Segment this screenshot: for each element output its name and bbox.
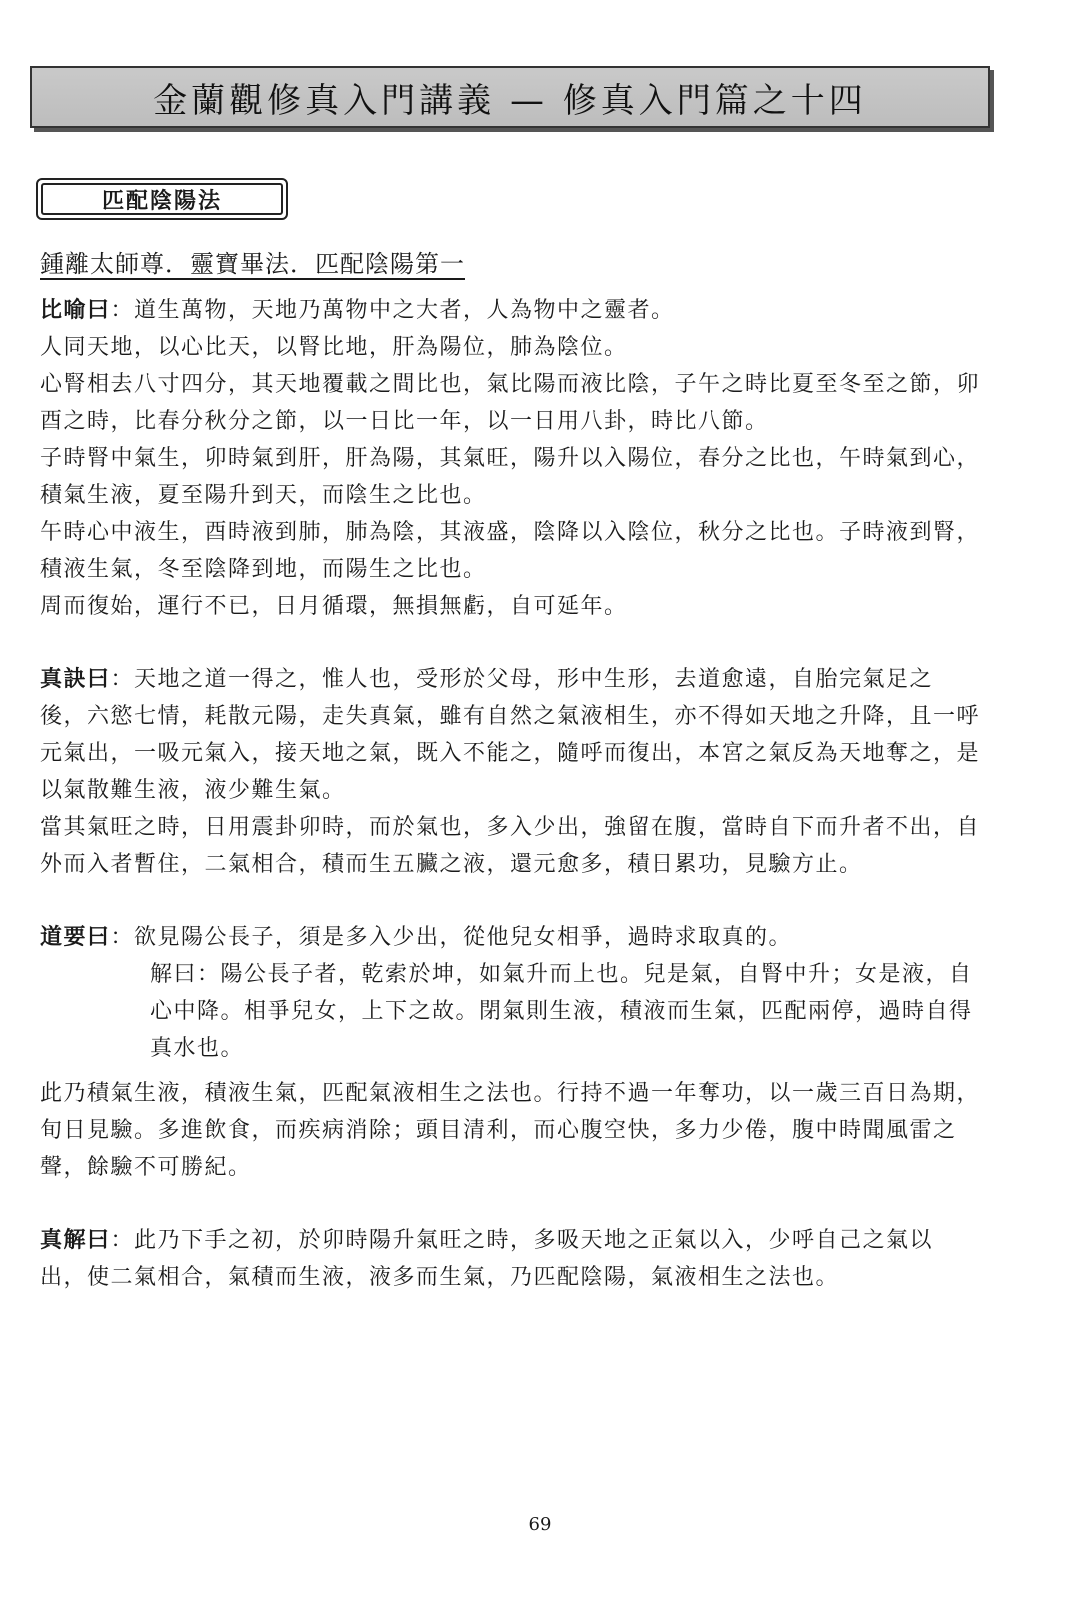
spacer bbox=[40, 1186, 980, 1222]
zhenjue-line-1: ：天地之道一得之，惟人也，受形於父母，形中生形，去道愈遠，自胎完氣足之後，六慾七情，耗散元陽，走失真氣，雖有自然之氣液相生，亦不得如天地之升降，且一呼元氣出，一吸元氣入，接天地之氣，既入不能之，隨呼而復出，本宮之氣反為天地奪之，是以氣散難生液，液少難生氣。 bbox=[40, 667, 981, 803]
biyu-line-3: 心腎相去八寸四分，其天地覆載之間比也，氣比陽而液比陰，子午之時比夏至冬至之節，卯酉之時，比春分秋分之節，以一日比一年，以一日用八卦，時比八節。 bbox=[40, 372, 981, 434]
chapter-banner bbox=[30, 66, 990, 128]
zhenjue-block bbox=[40, 661, 980, 883]
section-label: 匹配陰陽法 bbox=[101, 187, 222, 214]
daoyao-block bbox=[40, 919, 980, 1186]
spacer bbox=[40, 625, 980, 661]
paragraph bbox=[40, 919, 980, 956]
zhenjie-block bbox=[40, 1222, 980, 1296]
section-subtitle: 鍾離太師尊．靈寶畢法．匹配陰陽第一 bbox=[40, 250, 465, 278]
spacer bbox=[40, 883, 980, 919]
paragraph bbox=[40, 292, 980, 329]
chapter-title: 金蘭觀修真入門講義 — 修真入門篇之十四 bbox=[153, 80, 867, 121]
main-text bbox=[40, 292, 980, 1296]
biyu-label: 比喻曰 bbox=[40, 297, 111, 323]
daoyao-after: 此乃積氣生液，積液生氣，匹配氣液相生之法也。行持不過一年奪功，以一歲三百日為期，旬日見驗。多進飲食，而疾病消除；頭目清利，而心腹空快，多力少倦，腹中時聞風雷之聲，餘驗不可勝紀。 bbox=[40, 1081, 981, 1180]
paragraph bbox=[40, 1222, 980, 1296]
biyu-line-6: 周而復始，運行不已，日月循環，無損無虧，自可延年。 bbox=[40, 594, 628, 619]
page-number: 69 bbox=[528, 1514, 552, 1535]
zhenjue-line-2: 當其氣旺之時，日用震卦卯時，而於氣也，多入少出，強留在腹，當時自下而升者不出，自外而入者暫住，二氣相合，積而生五臟之液，還元愈多，積日累功，見驗方止。 bbox=[40, 815, 981, 877]
section-label-box bbox=[36, 178, 288, 220]
biyu-line-5: 午時心中液生，酉時液到肺，肺為陰，其液盛，陰降以入陰位，秋分之比也。子時液到腎，積液生氣，冬至陰降到地，而陽生之比也。 bbox=[40, 520, 981, 582]
zhenjie-line: ：此乃下手之初，於卯時陽升氣旺之時，多吸天地之正氣以入，少呼自己之氣以出，使二氣相合，氣積而生液，液多而生氣，乃匹配陰陽，氣液相生之法也。 bbox=[40, 1228, 934, 1290]
paragraph bbox=[40, 661, 980, 809]
zhenjie-label: 真解曰 bbox=[40, 1227, 111, 1253]
daoyao-line: ：欲見陽公長子，須是多入少出，從他兒女相爭，過時求取真的。 bbox=[110, 925, 793, 950]
biyu-line-1: ：道生萬物，天地乃萬物中之大者，人為物中之靈者。 bbox=[110, 298, 675, 323]
daoyao-label: 道要曰 bbox=[40, 924, 111, 950]
daoyao-explanation: 解曰：陽公長子者，乾索於坤，如氣升而上也。兒是氣，自腎中升；女是液，自心中降。相爭兒女，上下之故。閉氣則生液，積液而生氣，匹配兩停，過時自得真水也。 bbox=[150, 962, 973, 1061]
section-label-frame bbox=[41, 183, 283, 215]
biyu-line-2: 人同天地，以心比天，以腎比地，肝為陽位，肺為陰位。 bbox=[40, 335, 628, 360]
biyu-block bbox=[40, 292, 980, 625]
biyu-line-4: 子時腎中氣生，卯時氣到肝，肝為陽，其氣旺，陽升以入陽位，春分之比也，午時氣到心，積氣生液，夏至陽升到天，而陰生之比也。 bbox=[40, 446, 981, 508]
zhenjue-label: 真訣曰 bbox=[40, 666, 111, 692]
